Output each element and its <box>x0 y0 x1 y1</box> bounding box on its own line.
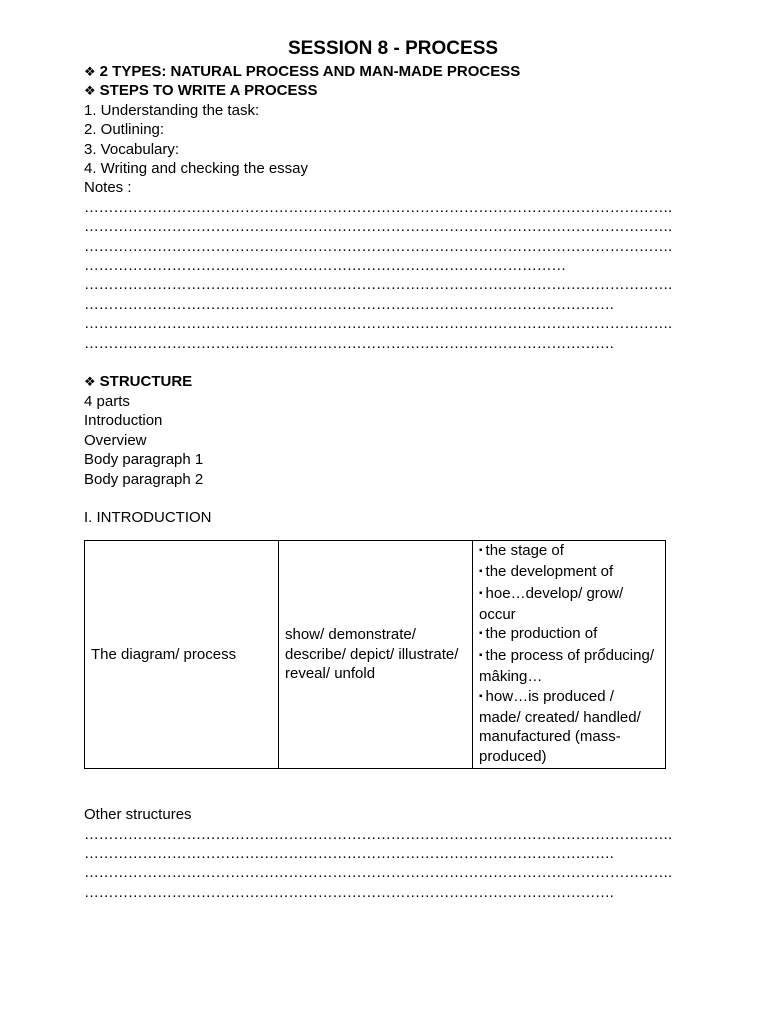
list-item: ▪ the development of <box>479 563 614 581</box>
table-row <box>85 540 666 768</box>
structure-parts-label: 4 parts <box>84 392 130 410</box>
notes-dotted-line: …………………………………………………………………………………………………………. <box>84 276 672 294</box>
square-bullet-icon: ▪ <box>479 566 483 578</box>
heading-steps <box>84 81 684 100</box>
step-item: 4. Writing and checking the essay <box>84 160 309 178</box>
document-page <box>84 36 684 902</box>
table-cell-verbs: show/ demonstrate/ describe/ depict/ illustrate/ reveal/ unfold <box>279 540 473 768</box>
heading-structure <box>84 372 684 391</box>
diamond-bullet-icon: ❖ <box>84 83 96 99</box>
page-title: SESSION 8 - PROCESS <box>287 38 499 59</box>
step-item: 1. Understanding the task: <box>84 101 260 119</box>
list-item: ▪ the process of prổducing/ mâking… <box>479 646 654 686</box>
other-dotted-line: ………………………………………………………………………………………………. <box>84 883 614 901</box>
table-cell-objects <box>473 540 666 768</box>
table-cell-subject: The diagram/ process <box>85 540 279 768</box>
notes-dotted-line: ………………………………………………………………………………………………. <box>84 334 614 352</box>
notes-label: Notes : <box>84 179 132 197</box>
list-item: ▪ how…is produced / made/ created/ handled/ manufactured (mass-produced) <box>479 687 641 765</box>
heading-types-text: 2 TYPES: NATURAL PROCESS AND MAN-MADE PROCESS <box>99 63 521 80</box>
square-bullet-icon: ▪ <box>479 690 483 702</box>
other-dotted-line: ………………………………………………………………………………………………. <box>84 845 614 862</box>
structure-part: Introduction <box>84 412 163 430</box>
notes-dotted-line: ……………………………………………………………………………………… <box>84 257 566 275</box>
heading-types <box>84 62 684 81</box>
other-dotted-line: …………………………………………………………………………………………………………. <box>84 825 672 843</box>
list-item: ▪ the production of <box>479 625 598 643</box>
introduction-table <box>84 540 666 769</box>
diamond-bullet-icon: ❖ <box>84 64 96 79</box>
square-bullet-icon: ▪ <box>479 587 483 599</box>
diamond-bullet-icon: ❖ <box>84 374 96 390</box>
structure-part: Overview <box>84 431 147 449</box>
square-bullet-icon: ▪ <box>479 628 483 640</box>
square-bullet-icon: ▪ <box>479 544 483 556</box>
notes-dotted-line: ………………………………………………………………………………………………. <box>84 295 614 313</box>
notes-dotted-line: …………………………………………………………………………………………………………. <box>84 315 672 333</box>
list-item: ▪ hoe…develop/ grow/ occur <box>479 584 624 623</box>
step-item: 3. Vocabulary: <box>84 140 180 158</box>
other-dotted-line: …………………………………………………………………………………………………………. <box>84 864 672 882</box>
square-bullet-icon: ▪ <box>479 649 483 661</box>
notes-dotted-line: …………………………………………………………………………………………………………. <box>84 218 672 236</box>
notes-dotted-line: …………………………………………………………………………………………………………. <box>84 237 672 255</box>
list-item: ▪ the stage of <box>479 541 564 559</box>
heading-steps-text: STEPS TO WRITE A PROCESS <box>99 82 318 100</box>
structure-part: Body paragraph 1 <box>84 451 204 469</box>
structure-part: Body paragraph 2 <box>84 470 204 488</box>
intro-heading: I. INTRODUCTION <box>84 509 212 527</box>
step-item: 2. Outlining: <box>84 121 165 139</box>
notes-dotted-line: …………………………………………………………………………………………………………. <box>84 198 672 216</box>
other-structures-label: Other structures <box>84 806 192 824</box>
heading-structure-text: STRUCTURE <box>99 373 193 391</box>
